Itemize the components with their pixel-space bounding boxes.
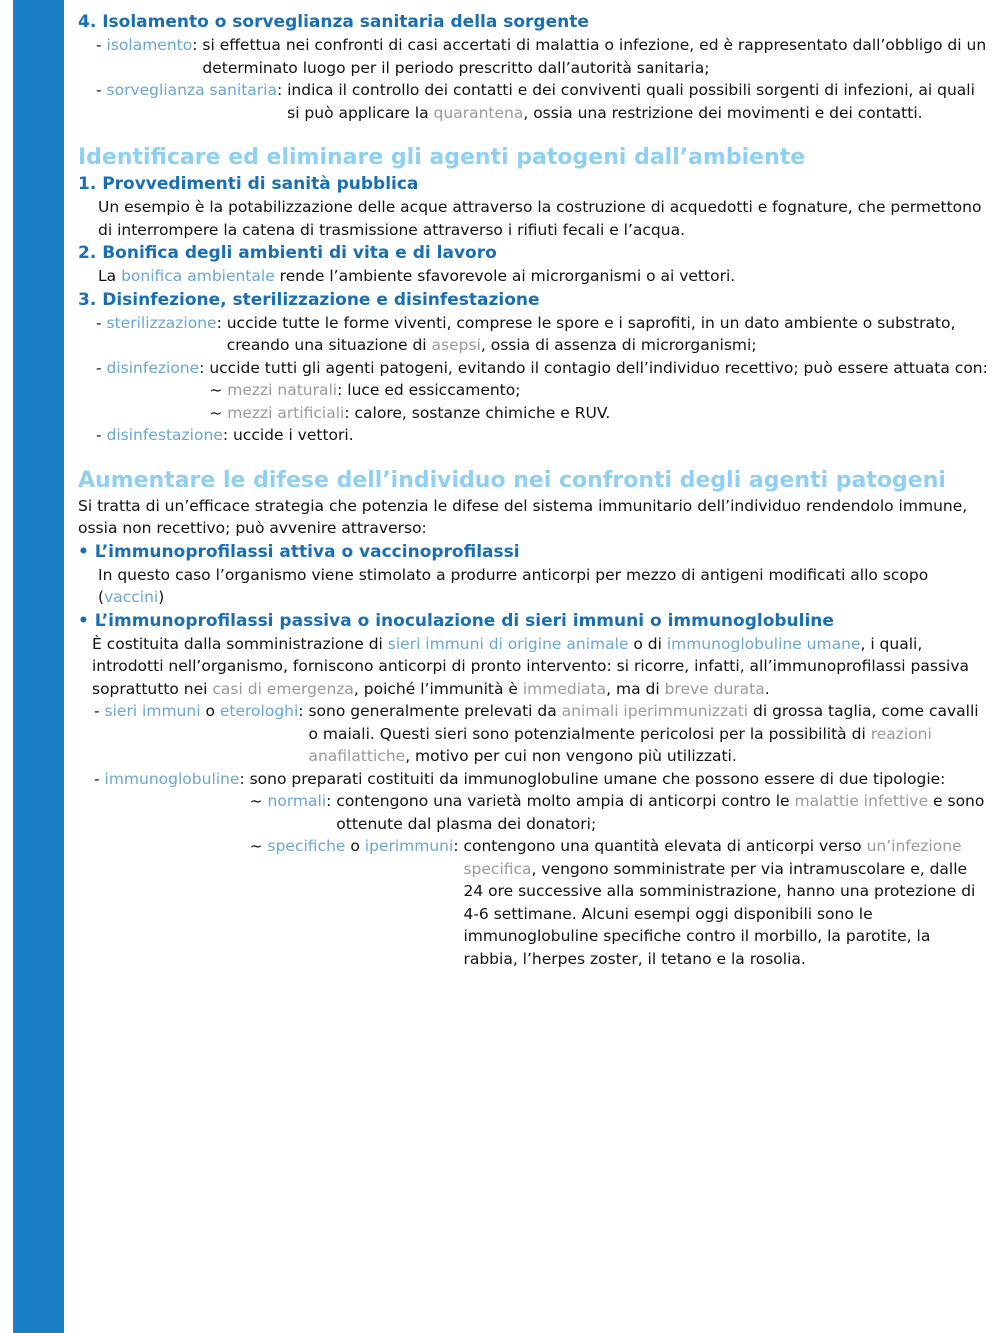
sub-mezzi-naturali: ~ mezzi naturali: luce ed essiccamento; bbox=[209, 381, 521, 399]
para-passiva: È costituita dalla somministrazione di sieri immuni di origine animale o di immunoglobuline umane, i quali, introdotti nell’organismo, forniscono anticorpi di pronto intervento: si ricorre, infatti, all’immunoprofilassi passiva soprattutto nei casi di emergenza, poiché l’immunità è immediata, ma di breve durata. bbox=[92, 634, 969, 698]
term-quarantena: quarantena bbox=[433, 103, 524, 122]
document-body bbox=[78, 10, 988, 970]
bullet-icon: • bbox=[78, 610, 89, 631]
term-isolamento: isolamento bbox=[106, 36, 193, 54]
para-provvedimenti: Un esempio è la potabilizzazione delle acque attraverso la costruzione di acquedotti e fognature, che permettono di interrompere la catena di trasmissione attraverso i rifiuti fecali e l’acqua. bbox=[98, 198, 982, 239]
term-asepsi: asepsi bbox=[431, 336, 481, 354]
heading-aumentare: Aumentare le difese dell’individuo nei confronti degli agenti patogeni bbox=[78, 467, 946, 493]
heading-provvedimenti: 1. Provvedimenti di sanità pubblica bbox=[78, 174, 419, 194]
def-sorveglianza-text: indica il controllo dei contatti e dei conviventi quali possibili sorgenti di infezioni, ai quali si può applicare la bbox=[287, 81, 975, 122]
heading-identificare: Identificare ed eliminare gli agenti patogeni dall’ambiente bbox=[78, 145, 806, 170]
term-disinfezione: disinfezione bbox=[106, 358, 200, 377]
sub-normali: ~ normali: contengono una varietà molto ampia di anticorpi contro le malattie infettive e sono ottenute dal plasma dei donatori; bbox=[249, 792, 985, 833]
bullet-icon: • bbox=[78, 541, 89, 562]
term-vaccini: vaccini bbox=[104, 588, 159, 606]
heading-bonifica: 2. Bonifica degli ambienti di vita e di lavoro bbox=[78, 243, 497, 263]
term-bonifica: bonifica ambientale bbox=[121, 267, 275, 285]
def-disinfezione: - disinfezione: uccide tutti gli agenti patogeni, evitando il contagio dell’individuo recettivo; può essere attuata con: ~ mezzi naturali: luce ed essiccamento; ~ mezzi artificiali: calore, sostanze chimiche e RUV. bbox=[78, 357, 988, 425]
heading-immunoprofilassi-attiva: • L’immunoprofilassi attiva o vaccinoprofilassi bbox=[78, 541, 520, 562]
para-aumentare-intro: Si tratta di un’efficace strategia che potenzia le difese del sistema immunitario dell’individuo rendendolo immune, ossia non recettivo; può avvenire attraverso: bbox=[78, 496, 968, 537]
term-disinfestazione: disinfestazione bbox=[106, 426, 223, 444]
term-sorveglianza: sorveglianza sanitaria bbox=[106, 81, 277, 99]
para-attiva: In questo caso l’organismo viene stimolato a produrre anticorpi per mezzo di antigeni modificati allo scopo (vaccini) bbox=[98, 565, 929, 606]
left-accent-bar bbox=[13, 0, 64, 1333]
heading-immunoprofilassi-passiva: • L’immunoprofilassi passiva o inoculazione di sieri immuni o immunoglobuline bbox=[78, 610, 834, 631]
def-sieri-immuni: - sieri immuni o eterologhi: sono generalmente prelevati da animali iperimmunizzati di grossa taglia, come cavalli o maiali. Questi sieri sono potenzialmente pericolosi per la possibilità di reazioni anafilattiche, motivo per cui non vengono più utilizzati. bbox=[94, 702, 979, 765]
def-isolamento-text: si effettua nei confronti di casi accertati di malattia o infezione, ed è rappresentato dall’obbligo di un determinato luogo per il periodo prescritto dall’autorità sanitaria; bbox=[202, 36, 987, 77]
def-immunoglobuline: - immunoglobuline: sono preparati costituiti da immunoglobuline umane che possono essere di due tipologie: ~ normali: contengono una varietà molto ampia di anticorpi contro le malattie infettive e sono ottenute dal plasma dei donatori; ~ specifiche o iperimmuni: contengono una quantità elevata di anticorpi verso un’infezione specifica, vengono somministrate per via intramuscolare e, dalle 24 ore successive alla somministrazione, hanno una protezione di 4-6 settimane. Alcuni esempi oggi disponibili sono le immunoglobuline specifiche contro il morbillo, la parotite, la rabbia, l’herpes zoster, il tetano e la rosolia. bbox=[78, 768, 988, 971]
sub-specifiche: ~ specifiche o iperimmuni: contengono una quantità elevata di anticorpi verso un’infezione specifica, vengono somministrate per via intramuscolare e, dalle 24 ore successive alla somministrazione, hanno una protezione di 4-6 settimane. Alcuni esempi oggi disponibili sono le immunoglobuline specifiche contro il morbillo, la parotite, la rabbia, l’herpes zoster, il tetano e la rosolia. bbox=[249, 837, 976, 968]
def-sterilizzazione: - sterilizzazione: uccide tutte le forme viventi, comprese le spore e i saprofiti, in un dato ambiente o substrato, creando una situazione di asepsi, ossia di assenza di microrganismi; bbox=[96, 313, 956, 354]
term-sterilizzazione: sterilizzazione bbox=[106, 313, 217, 332]
def-disinfezione-text: uccide tutti gli agenti patogeni, evitando il contagio dell’individuo recettivo; può essere attuata con: bbox=[209, 358, 988, 377]
sub-mezzi-artificiali: ~ mezzi artificiali: calore, sostanze chimiche e RUV. bbox=[209, 403, 611, 422]
def-disinfestazione: - disinfestazione: uccide i vettori. bbox=[96, 426, 354, 444]
heading-disinfezione: 3. Disinfezione, sterilizzazione e disinfestazione bbox=[78, 289, 540, 310]
def-isolamento: - isolamento: si effettua nei confronti di casi accertati di malattia o infezione, ed è rappresentato dall’obbligo di un determinato luogo per il periodo prescritto dall’autorità sanitaria; bbox=[78, 34, 988, 79]
para-bonifica: La bonifica ambientale rende l’ambiente sfavorevole ai microrganismi o ai vettori. bbox=[98, 267, 736, 285]
def-sorveglianza: - sorveglianza sanitaria: indica il controllo dei contatti e dei conviventi quali possibili sorgenti di infezioni, ai quali si può applicare la quarantena, ossia una restrizione dei movimenti e dei contatti. bbox=[96, 81, 975, 122]
heading-isolamento: 4. Isolamento o sorveglianza sanitaria della sorgente bbox=[78, 12, 589, 32]
